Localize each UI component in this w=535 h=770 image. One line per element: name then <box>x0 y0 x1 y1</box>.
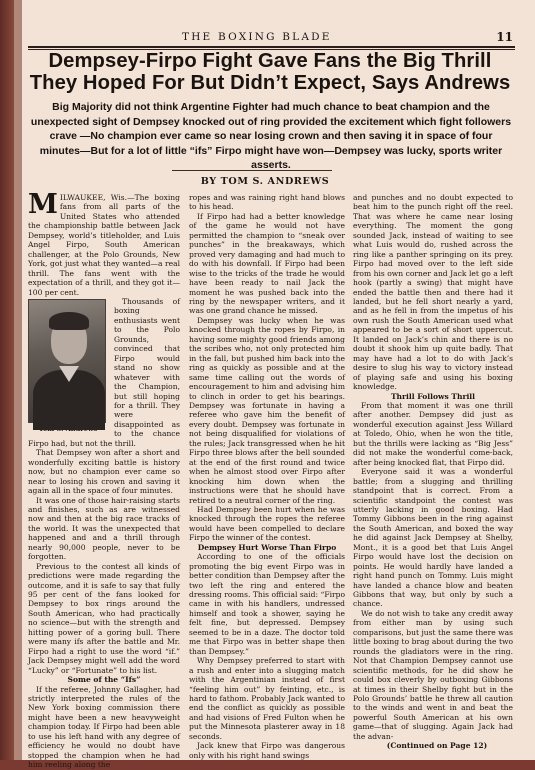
author-photo-box <box>28 299 108 433</box>
page-edge <box>14 0 22 760</box>
paragraph: Everyone said it was a wonderful battle; from a slugging and thrilling standpoint that is correct. From a scientific standpoint the contest was utterly lacking in good boxing. Had Tommy Gibbons been in the ring against the South American, and boxed the way he did against Jack Dempsey at Shelby, Mont., it is a good bet that Luis Angel Firpo would have lost the decision on points. He would hardly have landed a right hand punch on Tommy. Luis might have landed a chance blow and beaten Gibbons that way, but only by such a chance. <box>353 467 513 609</box>
paragraph: Had Dempsey been hurt when he was knocked through the ropes the referee would have been compelled to declare Firpo the winner of the contest. <box>189 504 345 543</box>
paragraph: ropes and was raining right hand blows to his head. <box>189 193 345 212</box>
column-1 <box>28 189 180 770</box>
paragraph: Previous to the contest all kinds of predictions were made regarding the outcome, and it is safe to say that fully 95 per cent of the fans looked for Dempsey to box rings around the South American, who had practically no science—but with the strength and hitting power of a goring bull. There were many ifs after the battle and Mr. Firpo had a right to use the word “if.” Jack Dempsey might well add the word “Lucky” or “Fortunate” to his list. <box>28 561 180 675</box>
paragraph: Dempsey was lucky when he was knocked through the ropes by Firpo, in having some mighty good friends among the scribes who, not only protected him in the fall, but pushed him back into the ring as quickly as possible and at the same time calling out the words of encouragement to him and advising him to clinch in order to get his bearings. Dempsey was fortunate in having a referee who gave him the benefit of every doubt. Dempsey was fortunate in not being disqualified for violations of the rules; Jack transgressed when he hit Firpo three blows after the bell sounded at the end of the first round and twice when he almost stood over Firpo after knocking him down when the instructions were that he should have retired to a neutral corner of the ring. <box>189 315 345 505</box>
continued-notice: (Continued on Page 12) <box>386 741 488 751</box>
paragraph: Jack knew that Firpo was dangerous only with his right hand swings <box>189 741 345 760</box>
paragraph: According to one of the officials promoting the big event Firpo was in better condition than Dempsey after the two left the ring and entered the dressing rooms. This official said: “Firpo came in with his handlers, undressed himself and took a shower, saying he felt fine, but depressed. Dempsey seemed to be in a daze. The doctor told me that Firpo was in better shape then than Dempsey.” <box>189 552 345 656</box>
paragraph: We do not wish to take any credit away from either man by using such comparisons, but just the same there was little boxing to brag about during the two rounds the gladiators were in the ring. Not that Champion Dempsey cannot use scientific methods, for he did show he could box cleverly by outboxing Gibbons at times in their Shelby fight but in the Polo Grounds’ battle he threw all caution to the winds and went in and beat the powerful South American at his own game—that of slugging. Again Jack had the advan- <box>353 608 513 741</box>
book-binding <box>0 0 14 760</box>
paragraph <box>28 189 180 297</box>
magazine-title: THE BOXING BLADE <box>182 31 332 43</box>
paragraph: Thousands of boxing enthusiasts went to the Polo Grounds, convinced that Firpo would stand no show whatever with the Champion, but still hoping for a thrill. They were disappointed as to the chance Firpo had, but not the thrill. <box>28 296 180 448</box>
page-number: 11 <box>496 30 513 44</box>
paragraph: That Dempsey won after a short and wonderfully exciting battle is history now, but no champion ever came so near to losing his crown and saving it again all in the space of four minutes. <box>28 448 180 496</box>
paragraph: If the referee, Johnny Gallagher, had strictly interpreted the rules of the New York boxing commission there might have been a new heavyweight champion today. If Firpo had been able to use his left hand with any degree of efficiency he would no doubt have stopped the champion when he had him reeling along the <box>28 684 180 770</box>
header-rule <box>28 46 515 48</box>
column-2 <box>189 193 345 760</box>
drop-cap: M <box>28 189 58 220</box>
paragraph: Why Dempsey preferred to start with a rush and enter into a slugging match with the Argentinian instead of first “feeling him out” by feinting, etc., is hard to fathom. Probably Jack wanted to end the conflict as quickly as possible and had visions of Fred Fulton when he put the Minnesota plasterer away in 18 seconds. <box>189 656 345 741</box>
magazine-page <box>22 0 535 770</box>
byline: BY TOM S. ANDREWS <box>200 176 330 187</box>
subheading: Some of the “Ifs” <box>67 675 141 685</box>
paragraph-text: ILWAUKEE, Wis.—The boxing fans from all parts of the United States who attended the championship battle between Jack Dempsey, world’s titleholder, and Luis Angel Firpo, South American challenger, at the Polo Grounds, New York, got just what they wanted—a real thrill. The fans went with the expectation of a thrill, and they got it—100 per cent. <box>28 193 180 297</box>
article-headline: Dempsey-Firpo Fight Gave Fans the Big Thrill They Hoped For But Didn’t Expect, Says Andrews <box>29 50 511 94</box>
subheading: Thrill Follows Thrill <box>390 391 476 401</box>
subheading: Dempsey Hurt Worse Than Firpo <box>197 542 337 552</box>
paragraph: and punches and no doubt expected to beat him to the punch right off the reel. That was where he came near losing everything. The moment the gong sounded Jack, instead of waiting to see what Luis would do, rushed across the ring like a panther springing on its prey. Firpo had moved over to the left side from his own corner and Jack let go a left hook (partly a swing) that might have ended the battle then and there had it landed, but he fell short nearly a yard, and as he fell in from the impetus of his own rush the South American used what appeared to be a sort of short uppercut. It landed on Jack’s chin and there is no doubt it shook him up quite badly. That may have had a lot to do with Jack’s desire to slug his way to victory instead of playing safe and using his boxing knowledge. <box>353 193 513 392</box>
paragraph: If Firpo had had a better knowledge of the game he would not have permitted the champion to “sneak over punches” in the breakaways, which proved very damaging and had much to do with his downfall. If Firpo had been wise to the tricks of the trade he would have been ready to nail Jack the moment he was pushed back into the ring by the newspaper writers, and it was one grand chance he missed. <box>189 211 345 316</box>
author-photo <box>28 299 106 423</box>
article-deck: Big Majority did not think Argentine Fighter had much chance to beat champion and the unexpected sight of Dempsey knocked out of ring provided the excitement which fight followers crave —No champion ever came so near losing crown and then saving it in space of four minutes—But for a lot of little “ifs” Firpo might have won—Dempsey was lucky, sports writer asserts. <box>30 101 512 172</box>
column-3 <box>353 193 513 751</box>
byline-rule <box>172 170 332 171</box>
paragraph: It was one of those hair-raising starts and finishes, such as are witnessed now and then at the big race tracks of the world. It was the unexpected that happened and and a thrill through nearly 90,000 people, never to be forgotten. <box>28 495 180 562</box>
paragraph: From that moment it was one thrill after another. Dempsey did just as wonderful execution against Jess Willard at Toledo, Ohio, when he won the title, but the thrills were lacking as “Big Jess” did not make the wonderful come-back, after being knocked flat, that Firpo did. <box>353 400 513 467</box>
